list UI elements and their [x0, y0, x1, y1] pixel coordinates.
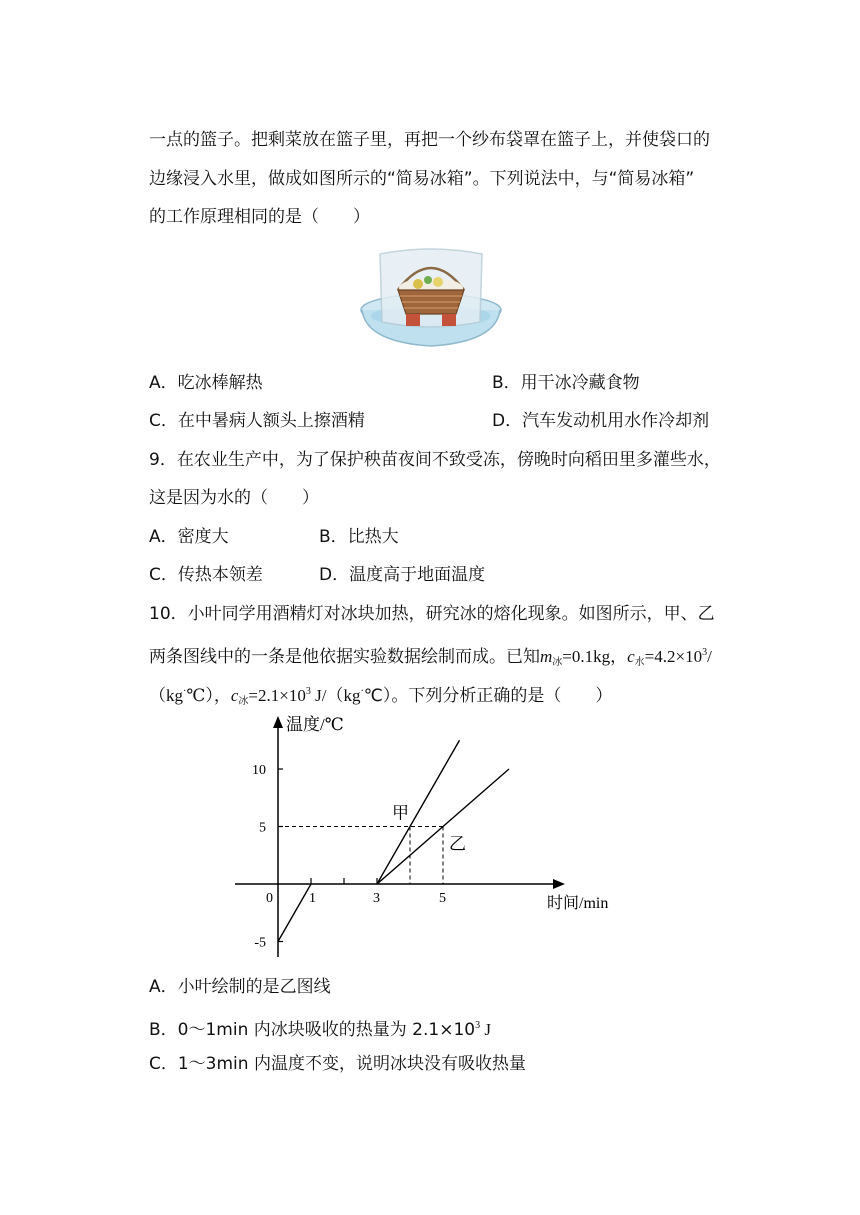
q10-stem-line1: 10．小叶同学用酒精灯对冰块加热，研究冰的熔化现象。如图所示，甲、乙 — [149, 604, 715, 624]
series-label-jia: 甲 — [392, 803, 409, 823]
series-line-3 — [278, 884, 311, 942]
simple-fridge-illustration — [358, 244, 504, 352]
q8-stem-line1: 一点的篮子。把剩菜放在篮子里，再把一个纱布袋罩在篮子上，并使袋口的 — [149, 130, 710, 150]
q9-option-d[interactable]: D．温度高于地面温度 — [319, 565, 486, 585]
x-tick-label: 3 — [373, 891, 380, 906]
q8-stem-line2: 边缘浸入水里，做成如图所示的“简易冰箱”。下列说法中，与“简易冰箱” — [149, 169, 695, 189]
series-line-1 — [377, 740, 460, 884]
series-line-2 — [377, 769, 509, 884]
q8-option-b[interactable]: B．用干冰冷藏食物 — [492, 373, 640, 393]
y-axis-label: 温度/℃ — [286, 715, 344, 734]
q10-stem-line2: 两条图线中的一条是他依据实验数据绘制而成。已知$m_冰=0.1kg$，$c_水=4.2\times 10^3/$ — [149, 647, 712, 668]
q8-stem-line3: 的工作原理相同的是（ ） — [149, 207, 370, 227]
x-axis-label: 时间/min — [547, 895, 609, 912]
q9-stem-line1: 9．在农业生产中，为了保护秧苗夜间不致受冻，傍晚时向稻田里多灌些水， — [149, 450, 721, 470]
q9-option-a[interactable]: A．密度大 — [149, 527, 229, 547]
y-tick-label: 10 — [252, 763, 266, 778]
q10-stem-line3: （kg·℃），$c_冰=2.1\times 10^3$ J/（kg·℃）。下列分析正确的是（ ） — [149, 686, 613, 707]
q9-option-c[interactable]: C．传热本领差 — [149, 565, 263, 585]
q8-option-c[interactable]: C．在中暑病人额头上擦酒精 — [149, 411, 365, 431]
x-tick-label: 0 — [266, 891, 273, 906]
x-axis-arrow — [553, 879, 565, 889]
q10-option-a[interactable]: A．小叶绘制的是乙图线 — [149, 977, 331, 997]
q9-option-b[interactable]: B．比热大 — [319, 527, 399, 547]
q9-stem-line2: 这是因为水的（ ） — [149, 488, 319, 508]
y-axis-arrow — [273, 716, 283, 728]
q10-option-b[interactable]: B．0～1min 内冰块吸收的热量为 $2.1\times 10^3$ J — [149, 1020, 491, 1040]
q10-option-c[interactable]: C．1～3min 内温度不变，说明冰块没有吸收热量 — [149, 1054, 526, 1074]
q8-option-a[interactable]: A．吃冰棒解热 — [149, 373, 263, 393]
y-tick-label: -5 — [254, 935, 266, 951]
x-tick-label: 1 — [309, 891, 316, 906]
y-tick-label: 5 — [259, 820, 266, 836]
series-label-yi: 乙 — [449, 834, 466, 854]
q8-option-d[interactable]: D．汽车发动机用水作冷却剂 — [492, 411, 710, 431]
x-tick-label: 5 — [439, 891, 446, 906]
temperature-time-chart — [225, 712, 635, 962]
